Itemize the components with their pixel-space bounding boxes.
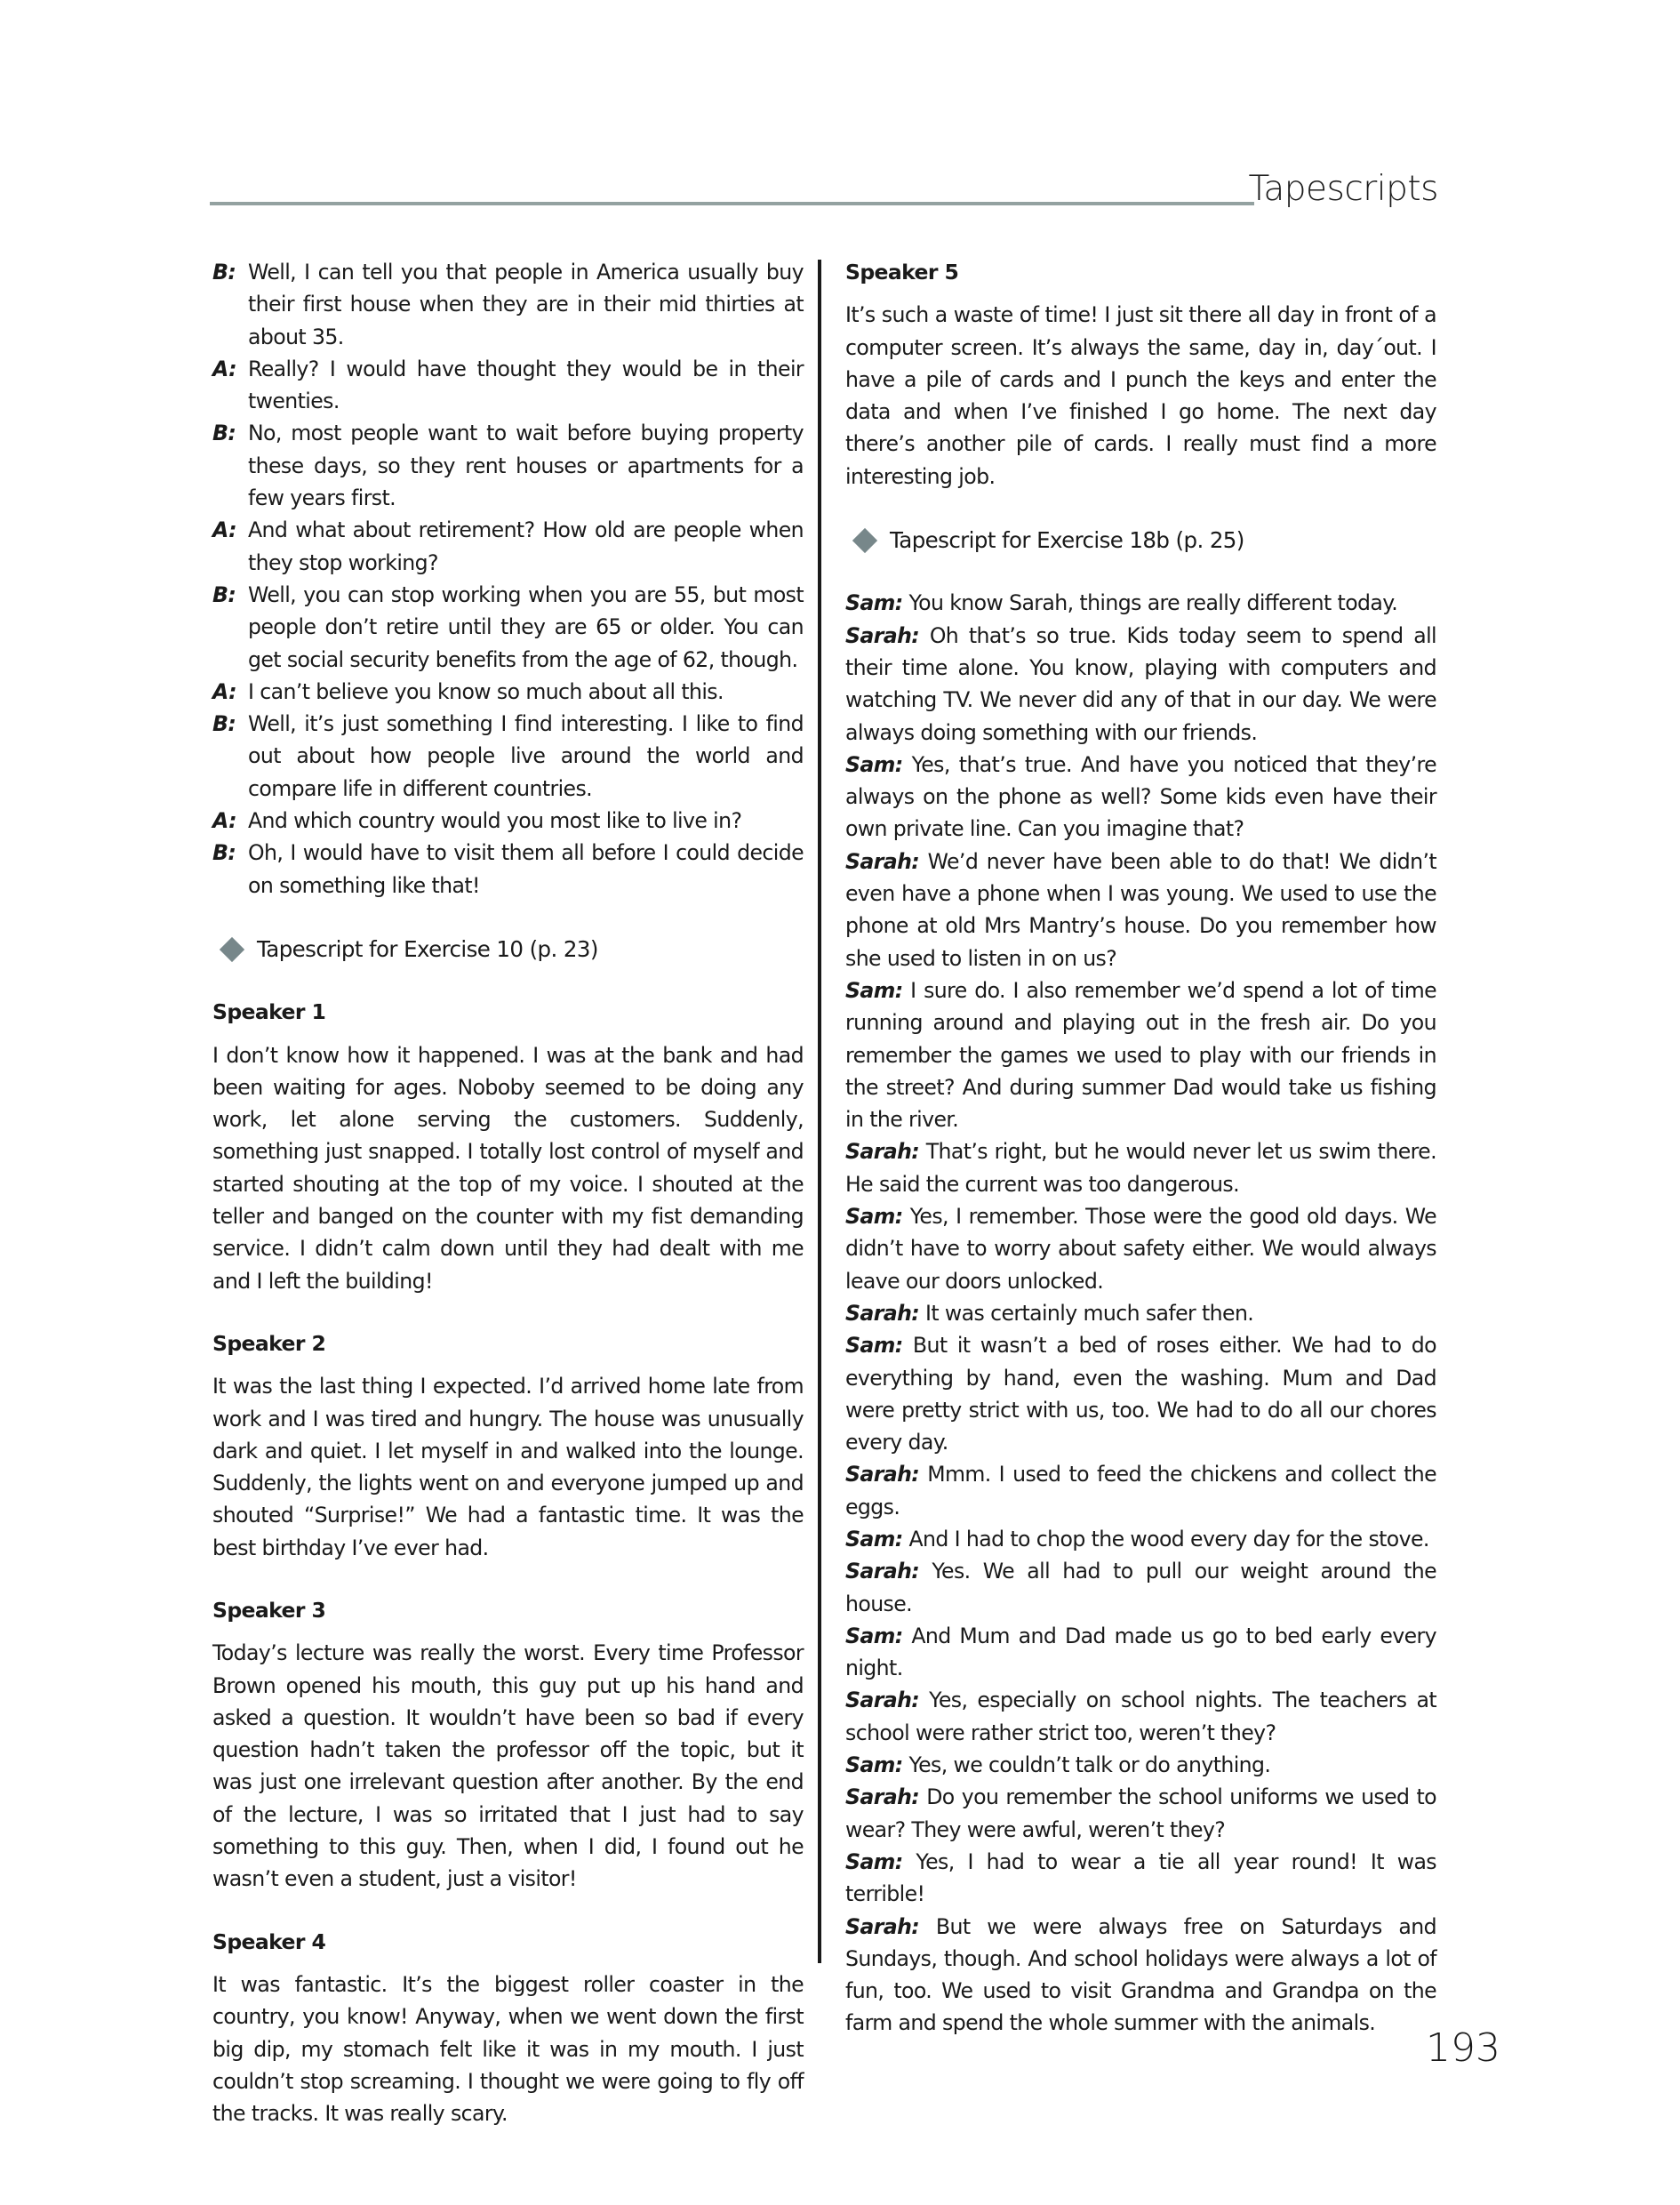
section-heading-text: Tapescript for Exercise 18b (p. 25) [890, 527, 1244, 554]
conversation-line [845, 1620, 1436, 1685]
conversation-text: But it wasn’t a bed of roses either. We had to do everything by hand, even the washing. Mum and Dad were pretty strict with us, too. We had to do all our chores every day. [845, 1333, 1437, 1455]
speaker-label: B: [212, 260, 236, 285]
conversation-text: That’s right, but he would never let us swim there. He said the current was too dangerous. [845, 1139, 1437, 1197]
speaker-text: It’s such a waste of time! I just sit there all day in front of a computer screen. It’s always the same, day in, day´out. I have a pile of cards and I punch the keys and enter the data and when I’ve finished I go home. The next day there’s another pile of cards. I really must find a more interesting job. [845, 302, 1436, 489]
conversation [845, 587, 1436, 2039]
dialogue-text: Well, I can tell you that people in America usually buy their first house when they are in their mid thirties at about 35. [248, 260, 804, 349]
speaker-label: Sam: [845, 1848, 903, 1874]
speaker-label: Sarah: [845, 1300, 920, 1326]
dialogue-text: Really? I would have thought they would be in their twenties. [248, 356, 804, 414]
speaker-label: Sam: [845, 1333, 903, 1359]
speaker-label: B: [212, 421, 236, 446]
speaker-label: Sarah: [845, 622, 920, 648]
speaker-label: Sam: [845, 1752, 903, 1778]
speaker-label: Sarah: [845, 1913, 920, 1939]
dialogue-line [212, 805, 804, 837]
dialogue-line [212, 708, 804, 805]
speaker-block [212, 1327, 804, 1564]
speaker-label: Sam: [845, 977, 903, 1003]
conversation-line [845, 1523, 1436, 1555]
page-title: Tapescripts [1248, 169, 1438, 209]
section-heading-exercise-18b [845, 525, 1436, 557]
speaker-text: It was the last thing I expected. I’d arrived home late from work and I was tired and hungry. The house was unusually dark and quiet. I let myself in and walked into the lounge. Suddenly, the lights went on and everyone jumped up and shouted “Surprise!” We had a fantastic time. It was the best birthday I’ve ever had. [212, 1374, 804, 1560]
speaker-label: Sarah: [845, 1139, 920, 1165]
speaker-heading: Speaker 5 [845, 260, 959, 285]
conversation-line [845, 1781, 1436, 1846]
speaker-block [845, 256, 1436, 493]
speaker-block [212, 996, 804, 1297]
speaker-label: Sarah: [845, 1462, 920, 1487]
conversation-text: You know Sarah, things are really different today. [908, 590, 1398, 616]
conversation-text: Yes. We all had to pull our weight around the house. [845, 1559, 1436, 1616]
speaker-block [212, 1926, 804, 2130]
conversation-line [845, 1329, 1436, 1458]
speaker-label: A: [212, 356, 236, 381]
speaker-label: Sarah: [845, 1784, 920, 1810]
speaker-label: Sarah: [845, 1688, 920, 1713]
dialogue-ab [212, 256, 804, 902]
speaker-label: B: [212, 581, 236, 607]
speaker-heading: Speaker 3 [212, 1597, 326, 1623]
section-heading-text: Tapescript for Exercise 10 (p. 23) [257, 935, 598, 962]
page-number: 193 [1426, 2025, 1500, 2071]
conversation-line [845, 1135, 1436, 1200]
speaker-text: I don’t know how it happened. I was at the bank and had been waiting for ages. Noboby seemed to be doing any work, let alone serving the customers. Suddenly, something just snapped. I totally lost control of myself and started shouting at the top of my voice. I shouted at the teller and banged on the counter with my fist demanding service. I didn’t calm down until they had dealt with me and I left the building! [212, 1042, 804, 1294]
section-heading-exercise-10 [212, 934, 804, 966]
dialogue-text: I can’t believe you know so much about all this. [248, 678, 724, 704]
dialogue-text: Well, you can stop working when you are 55, but most people don’t retire until they are 65 or older. You can get social security benefits from the age of 62, though. [248, 581, 804, 672]
conversation-text: It was certainly much safer then. [925, 1300, 1254, 1326]
conversation-text: Yes, I had to wear a tie all year round! It was terrible! [845, 1848, 1436, 1907]
dialogue-line [212, 353, 804, 418]
dialogue-line [212, 676, 804, 708]
conversation-line [845, 749, 1436, 846]
column-divider [818, 260, 821, 1963]
conversation-line [845, 1749, 1436, 1781]
conversation-line [845, 1200, 1436, 1297]
conversation-text: And I had to chop the wood every day for the stove. [908, 1526, 1429, 1552]
conversation-text: Yes, I remember. Those were the good old days. We didn’t have to worry about safety either. We would always leave our doors unlocked. [845, 1204, 1436, 1294]
speaker-text: Today’s lecture was really the worst. Every time Professor Brown opened his mouth, this guy put up his hand and asked a question. It wouldn’t have been so bad if every question hadn’t taken the professor off the topic, but it was just one irrelevant question after another. By the end of the lecture, I was so irritated that I just had to say something to this guy. Then, when I did, I found out he wasn’t even a student, just a visitor! [212, 1640, 804, 1892]
conversation-line [845, 1297, 1436, 1329]
left-column [212, 256, 804, 2160]
conversation-line [845, 1458, 1436, 1523]
speaker-heading: Speaker 1 [212, 999, 326, 1025]
dialogue-line [212, 256, 804, 353]
conversation-text: Yes, that’s true. And have you noticed that they’re always on the phone as well? Some kids even have their own private line. Can you imagine that? [845, 751, 1436, 842]
speaker-text: It was fantastic. It’s the biggest roller coaster in the country, you know! Anyway, when we went down the first big dip, my stomach felt like it was in my mouth. I just couldn’t stop screaming. I thought we were going to fly off the tracks. It was really scary. [212, 1971, 804, 2127]
dialogue-line [212, 837, 804, 902]
conversation-line [845, 1911, 1436, 2040]
speaker-label: A: [212, 678, 236, 704]
speaker-label: Sam: [845, 1526, 903, 1552]
speaker-heading: Speaker 2 [212, 1330, 326, 1356]
conversation-line [845, 846, 1436, 974]
speaker-label: Sam: [845, 1204, 903, 1230]
conversation-line [845, 587, 1436, 619]
speaker-heading: Speaker 4 [212, 1928, 326, 1954]
conversation-line [845, 974, 1436, 1135]
conversation-text: Do you remember the school uniforms we used to wear? They were awful, weren’t they? [845, 1784, 1437, 1842]
speaker-label: A: [212, 517, 236, 543]
speaker-label: Sarah: [845, 1559, 920, 1584]
right-column [845, 256, 1436, 2040]
dialogue-line [212, 579, 804, 676]
speaker-label: Sarah: [845, 848, 920, 874]
dialogue-text: And what about retirement? How old are people when they stop working? [248, 517, 804, 575]
speaker-label: Sam: [845, 590, 903, 616]
conversation-text: But we were always free on Saturdays and Sundays, though. And school holidays were always a lot of fun, too. We used to visit Grandma and Grandpa on the farm and spend the whole summer with the animals. [845, 1913, 1436, 2036]
conversation-text: Oh that’s so true. Kids today seem to spend all their time alone. You know, playing with computers and watching TV. We never did any of that in our day. We were always doing something with our friends. [845, 622, 1436, 745]
dialogue-line [212, 417, 804, 514]
conversation-text: I sure do. I also remember we’d spend a lot of time running around and playing out in the fresh air. Do you remember the games we used to play with our friends in the street? And during summer Dad would take us fishing in the river. [845, 977, 1436, 1133]
conversation-text: Yes, especially on school nights. The teachers at school were rather strict too, weren’t they? [845, 1688, 1436, 1745]
dialogue-text: No, most people want to wait before buying property these days, so they rent houses or apartments for a few years first. [248, 421, 804, 511]
dialogue-text: Well, it’s just something I find interesting. I like to find out about how people live around the world and compare life in different countries. [248, 711, 804, 801]
dialogue-text: And which country would you most like to live in? [248, 808, 742, 834]
speaker-label: B: [212, 711, 236, 737]
conversation-line [845, 1846, 1436, 1911]
conversation-line [845, 1684, 1436, 1749]
conversation-text: Mmm. I used to feed the chickens and collect the eggs. [845, 1462, 1437, 1519]
conversation-line [845, 1555, 1436, 1620]
conversation-text: We’d never have been able to do that! We didn’t even have a phone when I was young. We used to use the phone at old Mrs Mantry’s house. Do you remember how she used to listen in on us? [845, 848, 1436, 971]
dialogue-text: Oh, I would have to visit them all before I could decide on something like that! [248, 840, 804, 898]
header-rule [210, 202, 1254, 205]
diamond-bullet-icon [220, 937, 244, 962]
conversation-line [845, 620, 1436, 749]
speaker-label: B: [212, 840, 236, 866]
speaker-label: A: [212, 808, 236, 834]
conversation-text: Yes, we couldn’t talk or do anything. [908, 1752, 1271, 1778]
dialogue-line [212, 514, 804, 579]
speaker-label: Sam: [845, 751, 903, 777]
speaker-block [212, 1594, 804, 1896]
speaker-label: Sam: [845, 1623, 903, 1648]
diamond-bullet-icon [852, 528, 877, 553]
conversation-text: And Mum and Dad made us go to bed early every night. [845, 1623, 1436, 1681]
